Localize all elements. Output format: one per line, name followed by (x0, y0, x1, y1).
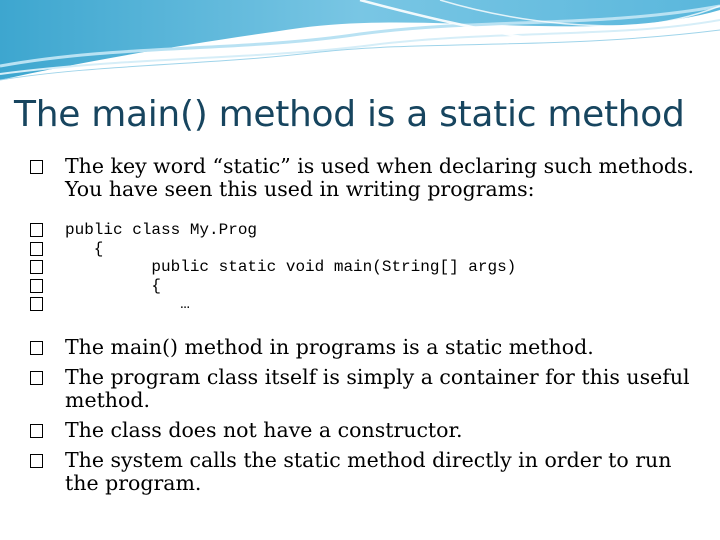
bullet-paragraph-4 (30, 419, 710, 442)
code-line (30, 277, 710, 296)
slide-title: The main() method is a static method (14, 94, 685, 135)
code-line-text: public static void main(String[] args) (65, 258, 517, 276)
paragraph-2-text: The main() method in programs is a static method. (65, 334, 594, 359)
square-bullet-icon (30, 341, 43, 355)
code-line-text: public class My.Prog (65, 221, 258, 239)
bullet-paragraph-3 (30, 366, 710, 412)
square-bullet-icon (30, 371, 43, 385)
paragraph-1-text: The key word “static” is used when declaring such methods. You have seen this used in writing programs: (65, 154, 695, 201)
square-bullet-icon (30, 279, 43, 293)
paragraph-4-text: The class does not have a constructor. (65, 417, 463, 442)
code-line (30, 295, 710, 314)
code-line (30, 240, 710, 259)
code-line (30, 258, 710, 277)
slide-body (30, 155, 710, 495)
square-bullet-icon (30, 242, 43, 256)
code-line-text: { (65, 276, 162, 295)
bullet-paragraph-2 (30, 336, 710, 359)
code-line-text: … (65, 295, 190, 313)
square-bullet-icon (30, 454, 43, 468)
bullet-paragraph-1 (30, 155, 710, 201)
square-bullet-icon (30, 260, 43, 274)
square-bullet-icon (30, 223, 43, 237)
bullet-paragraph-5 (30, 449, 710, 495)
header-wave-decoration (0, 0, 720, 95)
code-example (30, 221, 710, 314)
square-bullet-icon (30, 160, 43, 174)
square-bullet-icon (30, 424, 43, 438)
code-line (30, 221, 710, 240)
paragraph-3-text: The program class itself is simply a container for this useful method. (65, 364, 690, 412)
paragraph-5-text: The system calls the static method directly in order to run the program. (65, 447, 672, 495)
code-line-text: { (65, 239, 104, 258)
square-bullet-icon (30, 297, 43, 311)
